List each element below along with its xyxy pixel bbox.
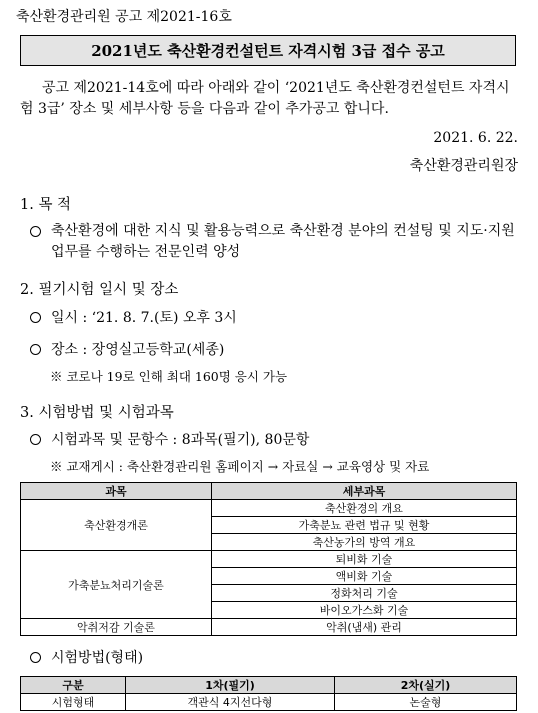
notice-date: 2021. 6. 22. (433, 130, 518, 146)
circle-bullet-icon (30, 226, 41, 237)
circle-bullet-icon (30, 312, 41, 323)
intro-paragraph (20, 78, 520, 120)
circle-bullet-icon (30, 434, 41, 445)
table-header: 구분 (21, 677, 126, 694)
table-cell: 객관식 4지선다형 (126, 694, 335, 711)
detail-cell: 축산환경의 개요 (212, 500, 517, 517)
issuer-name: 축산환경관리원장 (409, 158, 518, 174)
circle-bullet-icon (30, 652, 41, 663)
table-header: 2차(실기) (335, 677, 517, 694)
section-3-item-2 (30, 648, 143, 669)
table-row (21, 619, 517, 636)
section-3-item-2-text: 시험방법(형태) (51, 650, 144, 666)
subject-cell: 악취저감 기술론 (21, 619, 212, 636)
circle-bullet-icon (30, 344, 41, 355)
table-row (21, 500, 517, 517)
section-2-item-1 (30, 308, 237, 329)
table-header: 세부과목 (212, 483, 517, 500)
table-row (21, 694, 517, 711)
detail-cell: 축산농가의 방역 개요 (212, 534, 517, 551)
section-1-item (30, 221, 520, 263)
exam-method-table (20, 676, 517, 711)
subject-table (20, 482, 517, 636)
section-1-heading: 1. 목 적 (20, 197, 72, 213)
table-header: 1차(필기) (126, 677, 335, 694)
subject-cell: 가축분뇨처리기술론 (21, 551, 212, 619)
section-2-item-1-text: 일시 : ‘21. 8. 7.(토) 오후 3시 (51, 310, 237, 326)
table-cell: 시험형태 (21, 694, 126, 711)
detail-cell: 퇴비화 기술 (212, 551, 517, 568)
section-2-item-2 (30, 340, 224, 361)
section-3-item-1-text: 시험과목 및 문항수 : 8과목(필기), 80문항 (51, 432, 310, 448)
detail-cell: 액비화 기술 (212, 568, 517, 585)
detail-cell: 가축분뇨 관련 법규 및 현황 (212, 517, 517, 534)
section-1-item-text: 축산환경에 대한 지식 및 활용능력으로 축산환경 분야의 컨설팅 및 지도·지원업무를 수행하는 전문인력 양성 (51, 223, 515, 260)
section-3-note: ※ 교재게시 : 축산환경관리원 홈페이지 → 자료실 → 교육영상 및 자료 (50, 459, 430, 474)
detail-cell: 정화처리 기술 (212, 585, 517, 602)
table-row (21, 551, 517, 568)
table-header: 과목 (21, 483, 212, 500)
table-cell: 논술형 (335, 694, 517, 711)
section-3-item-1 (30, 430, 309, 451)
section-3-heading: 3. 시험방법 및 시험과목 (20, 405, 174, 421)
intro-text: 공고 제2021-14호에 따라 아래와 같이 ‘2021년도 축산환경컨설턴트 자격시험 3급’ 장소 및 세부사항 등을 다음과 같이 추가공고 합니다. (20, 80, 510, 117)
section-2-item-2-text: 장소 : 장영실고등학교(세종) (51, 342, 225, 358)
subject-cell: 축산환경개론 (21, 500, 212, 551)
notice-title-box (20, 35, 516, 66)
detail-cell: 악취(냄새) 관리 (212, 619, 517, 636)
section-2-note: ※ 코로나 19로 인해 최대 160명 응시 가능 (50, 369, 288, 384)
notice-title: 2021년도 축산환경컨설턴트 자격시험 3급 접수 공고 (91, 42, 445, 60)
notice-number: 축산환경관리원 공고 제2021-16호 (16, 9, 232, 25)
detail-cell: 바이오가스화 기술 (212, 602, 517, 619)
section-2-heading: 2. 필기시험 일시 및 장소 (20, 282, 179, 298)
